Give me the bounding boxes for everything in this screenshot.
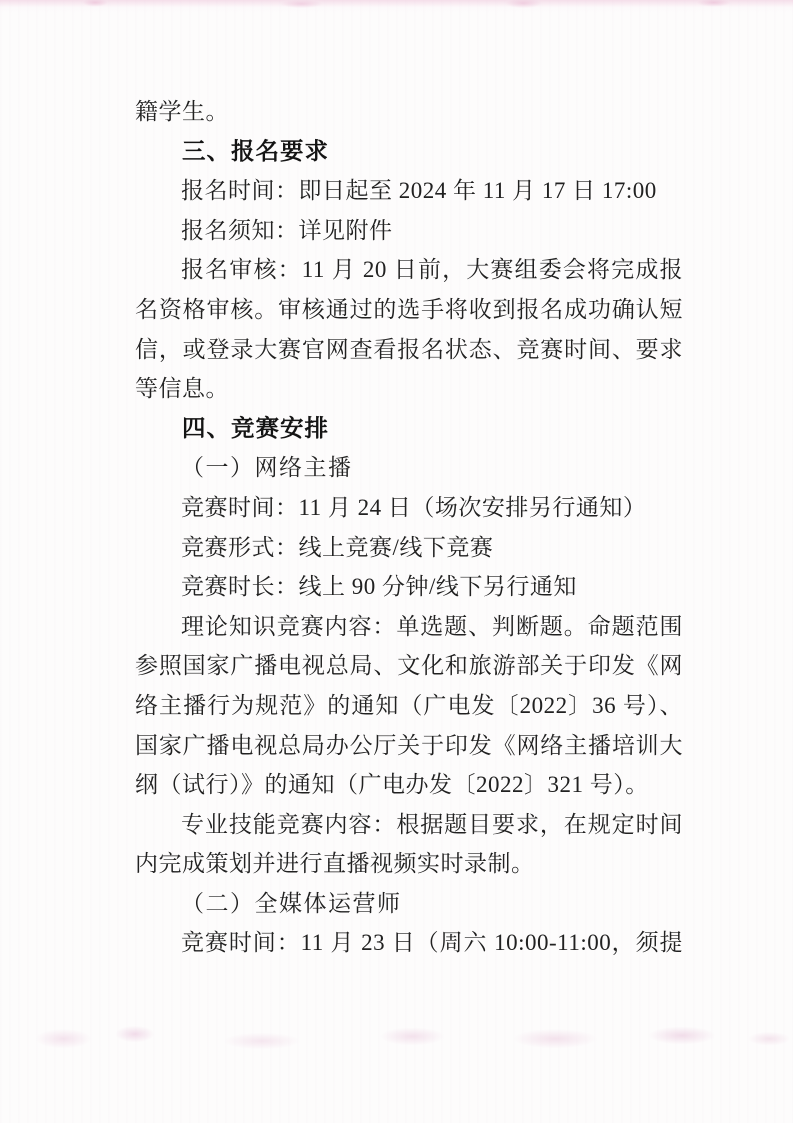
document-body: [135, 92, 683, 963]
paragraph-line: 专业技能竞赛内容：根据题目要求，在规定时间: [181, 811, 683, 837]
paragraph-line: 理论知识竞赛内容：单选题、判断题。命题范围: [181, 613, 683, 639]
sub-heading: （一）网络主播: [181, 455, 353, 481]
paragraph-line: 信，或登录大赛官网查看报名状态、竞赛时间、要求: [135, 336, 683, 362]
paragraph-line: 籍学生。: [135, 99, 229, 124]
paragraph-line: 报名须知：详见附件: [181, 217, 393, 243]
paragraph-line: 竞赛时间：11 月 24 日（场次安排另行通知）: [181, 494, 647, 520]
paragraph-line: 报名时间：即日起至 2024 年 11 月 17 日 17:00: [181, 178, 657, 204]
section-heading: 三、报名要求: [182, 137, 329, 164]
paragraph-line: 报名审核：11 月 20 日前，大赛组委会将完成报: [181, 257, 683, 283]
paragraph-line: 内完成策划并进行直播视频实时录制。: [135, 851, 535, 877]
sub-heading: （二）全媒体运营师: [181, 890, 402, 916]
paragraph-line: 络主播行为规范》的通知（广电发〔2022〕36 号）、: [135, 692, 683, 718]
scan-artifact-top: [0, 0, 793, 13]
paragraph-line: 纲（试行）》的通知（广电办发〔2022〕321 号）。: [135, 772, 649, 798]
paragraph-line: 国家广播电视总局办公厅关于印发《网络主播培训大: [135, 732, 683, 758]
section-heading: 四、竞赛安排: [182, 414, 329, 441]
paragraph-line: 竞赛时长：线上 90 分钟/线下另行通知: [181, 574, 577, 600]
paragraph-line: 名资格审核。审核通过的选手将收到报名成功确认短: [135, 296, 683, 322]
scan-artifact-bottom: [0, 1018, 793, 1064]
paragraph-line: 等信息。: [135, 376, 229, 402]
paragraph-line: 竞赛时间：11 月 23 日（周六 10:00-11:00，须提: [181, 930, 683, 956]
paragraph-line: 参照国家广播电视总局、文化和旅游部关于印发《网: [135, 653, 683, 679]
paragraph-line: 竞赛形式：线上竞赛/线下竞赛: [181, 534, 494, 560]
